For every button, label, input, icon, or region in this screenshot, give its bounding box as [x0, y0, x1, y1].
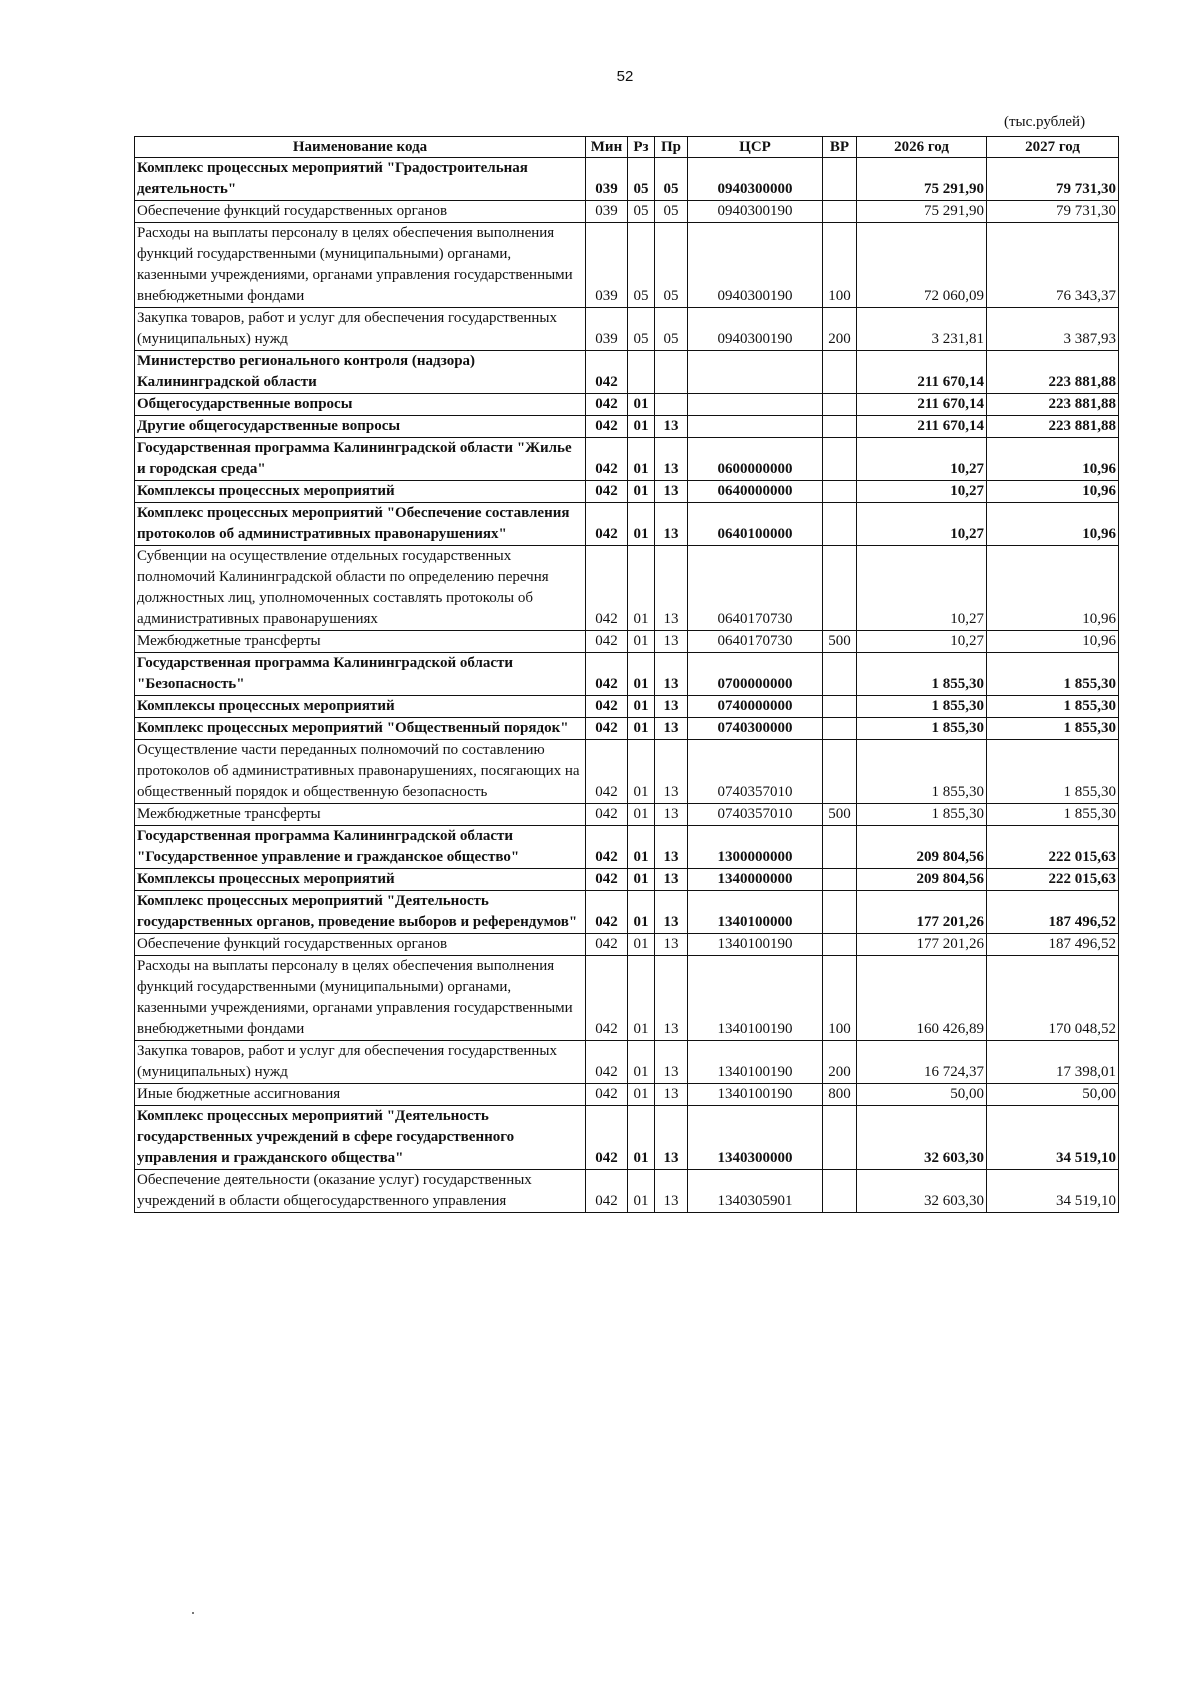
cell-pr: 13 [655, 869, 688, 891]
cell-y2026: 1 855,30 [857, 804, 987, 826]
cell-name: Комплекс процессных мероприятий "Обеспечение составления протоколов об административных правонарушениях" [135, 503, 586, 546]
cell-min: 042 [586, 956, 628, 1041]
cell-y2026: 209 804,56 [857, 869, 987, 891]
cell-y2026: 75 291,90 [857, 158, 987, 201]
page-number: 52 [616, 68, 634, 85]
cell-y2027: 1 855,30 [987, 804, 1119, 826]
cell-pr: 13 [655, 934, 688, 956]
cell-name: Закупка товаров, работ и услуг для обеспечения государственных (муниципальных) нужд [135, 308, 586, 351]
cell-min: 042 [586, 653, 628, 696]
cell-rz: 05 [628, 308, 655, 351]
cell-csr [688, 351, 823, 394]
cell-vr: 500 [823, 804, 857, 826]
cell-pr: 13 [655, 804, 688, 826]
cell-vr: 100 [823, 956, 857, 1041]
cell-name: Министерство регионального контроля (надзора) Калининградской области [135, 351, 586, 394]
cell-y2026: 72 060,09 [857, 223, 987, 308]
cell-name: Иные бюджетные ассигнования [135, 1084, 586, 1106]
cell-vr [823, 1106, 857, 1170]
table-row [135, 158, 1119, 201]
cell-vr [823, 503, 857, 546]
table-row [135, 1106, 1119, 1170]
cell-y2027: 223 881,88 [987, 416, 1119, 438]
cell-pr: 05 [655, 308, 688, 351]
cell-pr: 13 [655, 740, 688, 804]
cell-name: Межбюджетные трансферты [135, 631, 586, 653]
cell-y2027: 10,96 [987, 438, 1119, 481]
table-row [135, 1170, 1119, 1213]
cell-name: Обеспечение функций государственных органов [135, 201, 586, 223]
table-row [135, 416, 1119, 438]
cell-rz: 01 [628, 438, 655, 481]
header-pr: Пр [655, 137, 688, 158]
cell-csr: 1340100190 [688, 1084, 823, 1106]
cell-csr: 1340100190 [688, 934, 823, 956]
cell-csr: 0640000000 [688, 481, 823, 503]
cell-vr [823, 351, 857, 394]
cell-y2026: 10,27 [857, 503, 987, 546]
cell-y2026: 211 670,14 [857, 416, 987, 438]
scan-speck [192, 1612, 194, 1614]
cell-pr: 13 [655, 696, 688, 718]
cell-y2027: 187 496,52 [987, 934, 1119, 956]
cell-vr [823, 1170, 857, 1213]
cell-vr: 100 [823, 223, 857, 308]
cell-y2027: 1 855,30 [987, 653, 1119, 696]
cell-rz: 01 [628, 503, 655, 546]
cell-pr: 13 [655, 1041, 688, 1084]
cell-csr: 0640170730 [688, 631, 823, 653]
cell-rz: 01 [628, 1041, 655, 1084]
cell-rz: 01 [628, 1106, 655, 1170]
cell-vr: 200 [823, 308, 857, 351]
cell-rz: 01 [628, 696, 655, 718]
cell-pr: 13 [655, 891, 688, 934]
cell-pr: 05 [655, 223, 688, 308]
header-vr: ВР [823, 137, 857, 158]
cell-pr: 13 [655, 503, 688, 546]
cell-pr [655, 351, 688, 394]
cell-rz: 01 [628, 481, 655, 503]
cell-y2027: 222 015,63 [987, 826, 1119, 869]
cell-y2026: 10,27 [857, 438, 987, 481]
cell-name: Общегосударственные вопросы [135, 394, 586, 416]
cell-y2027: 79 731,30 [987, 158, 1119, 201]
table-row [135, 351, 1119, 394]
cell-vr [823, 696, 857, 718]
cell-min: 042 [586, 438, 628, 481]
header-csr: ЦСР [688, 137, 823, 158]
cell-y2026: 3 231,81 [857, 308, 987, 351]
cell-name: Комплекс процессных мероприятий "Деятельность государственных учреждений в сфере государственного управления и гражданского общества" [135, 1106, 586, 1170]
cell-y2026: 16 724,37 [857, 1041, 987, 1084]
cell-min: 042 [586, 1084, 628, 1106]
cell-pr: 13 [655, 546, 688, 631]
cell-rz: 05 [628, 223, 655, 308]
cell-csr: 1340000000 [688, 869, 823, 891]
cell-pr: 13 [655, 826, 688, 869]
cell-min: 042 [586, 891, 628, 934]
cell-vr [823, 438, 857, 481]
cell-min: 042 [586, 481, 628, 503]
cell-vr [823, 891, 857, 934]
cell-rz: 01 [628, 934, 655, 956]
cell-vr [823, 394, 857, 416]
table-row [135, 438, 1119, 481]
cell-csr: 1340100190 [688, 956, 823, 1041]
cell-y2027: 76 343,37 [987, 223, 1119, 308]
table-row [135, 718, 1119, 740]
cell-y2026: 177 201,26 [857, 891, 987, 934]
cell-name: Комплекс процессных мероприятий "Деятельность государственных органов, проведение выборов и референдумов" [135, 891, 586, 934]
cell-csr: 1340305901 [688, 1170, 823, 1213]
cell-vr [823, 740, 857, 804]
cell-min: 042 [586, 416, 628, 438]
header-min: Мин [586, 137, 628, 158]
cell-min: 039 [586, 308, 628, 351]
cell-rz: 01 [628, 956, 655, 1041]
cell-pr [655, 394, 688, 416]
cell-rz: 01 [628, 740, 655, 804]
cell-vr: 200 [823, 1041, 857, 1084]
cell-min: 042 [586, 394, 628, 416]
cell-y2027: 1 855,30 [987, 718, 1119, 740]
cell-name: Осуществление части переданных полномочий по составлению протоколов об административных правонарушениях, посягающих на общественный порядок и общественную безопасность [135, 740, 586, 804]
cell-rz: 01 [628, 869, 655, 891]
cell-csr: 0640170730 [688, 546, 823, 631]
cell-y2026: 209 804,56 [857, 826, 987, 869]
cell-name: Обеспечение функций государственных органов [135, 934, 586, 956]
cell-y2027: 34 519,10 [987, 1106, 1119, 1170]
cell-y2026: 211 670,14 [857, 351, 987, 394]
cell-name: Закупка товаров, работ и услуг для обеспечения государственных (муниципальных) нужд [135, 1041, 586, 1084]
cell-y2026: 32 603,30 [857, 1170, 987, 1213]
cell-y2026: 10,27 [857, 631, 987, 653]
cell-y2027: 222 015,63 [987, 869, 1119, 891]
cell-pr: 05 [655, 158, 688, 201]
table-row [135, 223, 1119, 308]
cell-vr [823, 158, 857, 201]
cell-min: 042 [586, 351, 628, 394]
cell-csr: 0740357010 [688, 804, 823, 826]
table-header-row [135, 137, 1119, 158]
cell-vr [823, 934, 857, 956]
cell-csr: 1300000000 [688, 826, 823, 869]
header-2026: 2026 год [857, 137, 987, 158]
table-row [135, 308, 1119, 351]
cell-min: 042 [586, 934, 628, 956]
cell-y2027: 170 048,52 [987, 956, 1119, 1041]
table-row [135, 696, 1119, 718]
table-row [135, 201, 1119, 223]
cell-name: Обеспечение деятельности (оказание услуг) государственных учреждений в области общегосударственного управления [135, 1170, 586, 1213]
cell-name: Комплексы процессных мероприятий [135, 869, 586, 891]
cell-name: Комплекс процессных мероприятий "Общественный порядок" [135, 718, 586, 740]
cell-name: Комплексы процессных мероприятий [135, 481, 586, 503]
table-row [135, 934, 1119, 956]
cell-csr [688, 416, 823, 438]
cell-csr: 0940300000 [688, 158, 823, 201]
cell-rz: 01 [628, 416, 655, 438]
cell-rz: 01 [628, 394, 655, 416]
cell-vr: 800 [823, 1084, 857, 1106]
table-body [135, 158, 1119, 1213]
cell-vr [823, 718, 857, 740]
cell-min: 039 [586, 201, 628, 223]
cell-vr [823, 546, 857, 631]
table-row [135, 394, 1119, 416]
cell-csr: 0740000000 [688, 696, 823, 718]
cell-csr: 0640100000 [688, 503, 823, 546]
cell-csr: 0740300000 [688, 718, 823, 740]
cell-name: Расходы на выплаты персоналу в целях обеспечения выполнения функций государственными (муниципальными) органами, казенными учреждениями, органами управления государственными внебюджетными фондами [135, 956, 586, 1041]
cell-vr [823, 481, 857, 503]
cell-y2027: 187 496,52 [987, 891, 1119, 934]
cell-csr: 0700000000 [688, 653, 823, 696]
table-row [135, 503, 1119, 546]
cell-min: 039 [586, 158, 628, 201]
cell-name: Государственная программа Калининградской области "Жилье и городская среда" [135, 438, 586, 481]
cell-min: 042 [586, 696, 628, 718]
table-row [135, 826, 1119, 869]
cell-vr [823, 201, 857, 223]
cell-min: 042 [586, 869, 628, 891]
cell-y2026: 50,00 [857, 1084, 987, 1106]
header-rz: Рз [628, 137, 655, 158]
cell-y2026: 1 855,30 [857, 718, 987, 740]
cell-name: Комплекс процессных мероприятий "Градостроительная деятельность" [135, 158, 586, 201]
cell-min: 042 [586, 718, 628, 740]
table-row [135, 804, 1119, 826]
table-row [135, 891, 1119, 934]
cell-pr: 13 [655, 631, 688, 653]
cell-rz: 05 [628, 158, 655, 201]
cell-y2026: 10,27 [857, 546, 987, 631]
cell-csr: 1340100000 [688, 891, 823, 934]
cell-min: 042 [586, 804, 628, 826]
cell-y2027: 223 881,88 [987, 394, 1119, 416]
cell-y2027: 3 387,93 [987, 308, 1119, 351]
cell-y2026: 1 855,30 [857, 740, 987, 804]
cell-name: Субвенции на осуществление отдельных государственных полномочий Калининградской области по определению перечня должностных лиц, уполномоченных составлять протоколы об административных правонарушениях [135, 546, 586, 631]
cell-csr [688, 394, 823, 416]
cell-y2027: 1 855,30 [987, 696, 1119, 718]
cell-rz: 01 [628, 546, 655, 631]
cell-y2027: 223 881,88 [987, 351, 1119, 394]
cell-y2027: 10,96 [987, 546, 1119, 631]
cell-pr: 13 [655, 438, 688, 481]
cell-csr: 0940300190 [688, 201, 823, 223]
cell-name: Комплексы процессных мероприятий [135, 696, 586, 718]
cell-y2027: 34 519,10 [987, 1170, 1119, 1213]
cell-csr: 0740357010 [688, 740, 823, 804]
cell-rz: 01 [628, 718, 655, 740]
cell-rz: 05 [628, 201, 655, 223]
cell-y2027: 10,96 [987, 503, 1119, 546]
cell-pr: 13 [655, 1106, 688, 1170]
cell-y2026: 32 603,30 [857, 1106, 987, 1170]
cell-rz: 01 [628, 1084, 655, 1106]
cell-y2026: 1 855,30 [857, 653, 987, 696]
cell-vr [823, 653, 857, 696]
cell-name: Другие общегосударственные вопросы [135, 416, 586, 438]
cell-rz: 01 [628, 891, 655, 934]
cell-min: 042 [586, 1041, 628, 1084]
cell-min: 042 [586, 546, 628, 631]
cell-name: Межбюджетные трансферты [135, 804, 586, 826]
cell-pr: 13 [655, 718, 688, 740]
cell-y2027: 10,96 [987, 631, 1119, 653]
cell-min: 039 [586, 223, 628, 308]
cell-min: 042 [586, 1106, 628, 1170]
cell-min: 042 [586, 826, 628, 869]
cell-y2027: 50,00 [987, 1084, 1119, 1106]
cell-csr: 1340100190 [688, 1041, 823, 1084]
cell-rz: 01 [628, 631, 655, 653]
cell-csr: 0940300190 [688, 223, 823, 308]
header-2027: 2027 год [987, 137, 1119, 158]
cell-y2027: 17 398,01 [987, 1041, 1119, 1084]
cell-vr [823, 416, 857, 438]
table-row [135, 869, 1119, 891]
cell-y2026: 211 670,14 [857, 394, 987, 416]
cell-y2027: 79 731,30 [987, 201, 1119, 223]
cell-pr: 13 [655, 481, 688, 503]
cell-vr: 500 [823, 631, 857, 653]
cell-y2026: 160 426,89 [857, 956, 987, 1041]
cell-csr: 0600000000 [688, 438, 823, 481]
cell-pr: 13 [655, 1084, 688, 1106]
cell-name: Государственная программа Калининградской области "Государственное управление и гражданское общество" [135, 826, 586, 869]
cell-rz: 01 [628, 804, 655, 826]
header-name: Наименование кода [135, 137, 586, 158]
cell-min: 042 [586, 740, 628, 804]
units-label: (тыс.рублей) [1004, 114, 1086, 130]
cell-pr: 13 [655, 653, 688, 696]
cell-min: 042 [586, 503, 628, 546]
cell-pr: 05 [655, 201, 688, 223]
cell-pr: 13 [655, 416, 688, 438]
cell-y2027: 10,96 [987, 481, 1119, 503]
cell-vr [823, 826, 857, 869]
cell-name: Расходы на выплаты персоналу в целях обеспечения выполнения функций государственными (муниципальными) органами, казенными учреждениями, органами управления государственными внебюджетными фондами [135, 223, 586, 308]
cell-rz: 01 [628, 1170, 655, 1213]
cell-vr [823, 869, 857, 891]
table-row [135, 653, 1119, 696]
table-row [135, 631, 1119, 653]
cell-min: 042 [586, 631, 628, 653]
table-row [135, 956, 1119, 1041]
cell-rz [628, 351, 655, 394]
cell-y2027: 1 855,30 [987, 740, 1119, 804]
cell-y2026: 10,27 [857, 481, 987, 503]
table-row [135, 546, 1119, 631]
table-row [135, 1084, 1119, 1106]
cell-y2026: 75 291,90 [857, 201, 987, 223]
table-row [135, 1041, 1119, 1084]
cell-name: Государственная программа Калининградской области "Безопасность" [135, 653, 586, 696]
table-row [135, 740, 1119, 804]
table-row [135, 481, 1119, 503]
cell-y2026: 177 201,26 [857, 934, 987, 956]
cell-y2026: 1 855,30 [857, 696, 987, 718]
cell-csr: 1340300000 [688, 1106, 823, 1170]
budget-table [134, 136, 1119, 1213]
cell-min: 042 [586, 1170, 628, 1213]
cell-rz: 01 [628, 653, 655, 696]
cell-pr: 13 [655, 1170, 688, 1213]
cell-pr: 13 [655, 956, 688, 1041]
cell-csr: 0940300190 [688, 308, 823, 351]
cell-rz: 01 [628, 826, 655, 869]
